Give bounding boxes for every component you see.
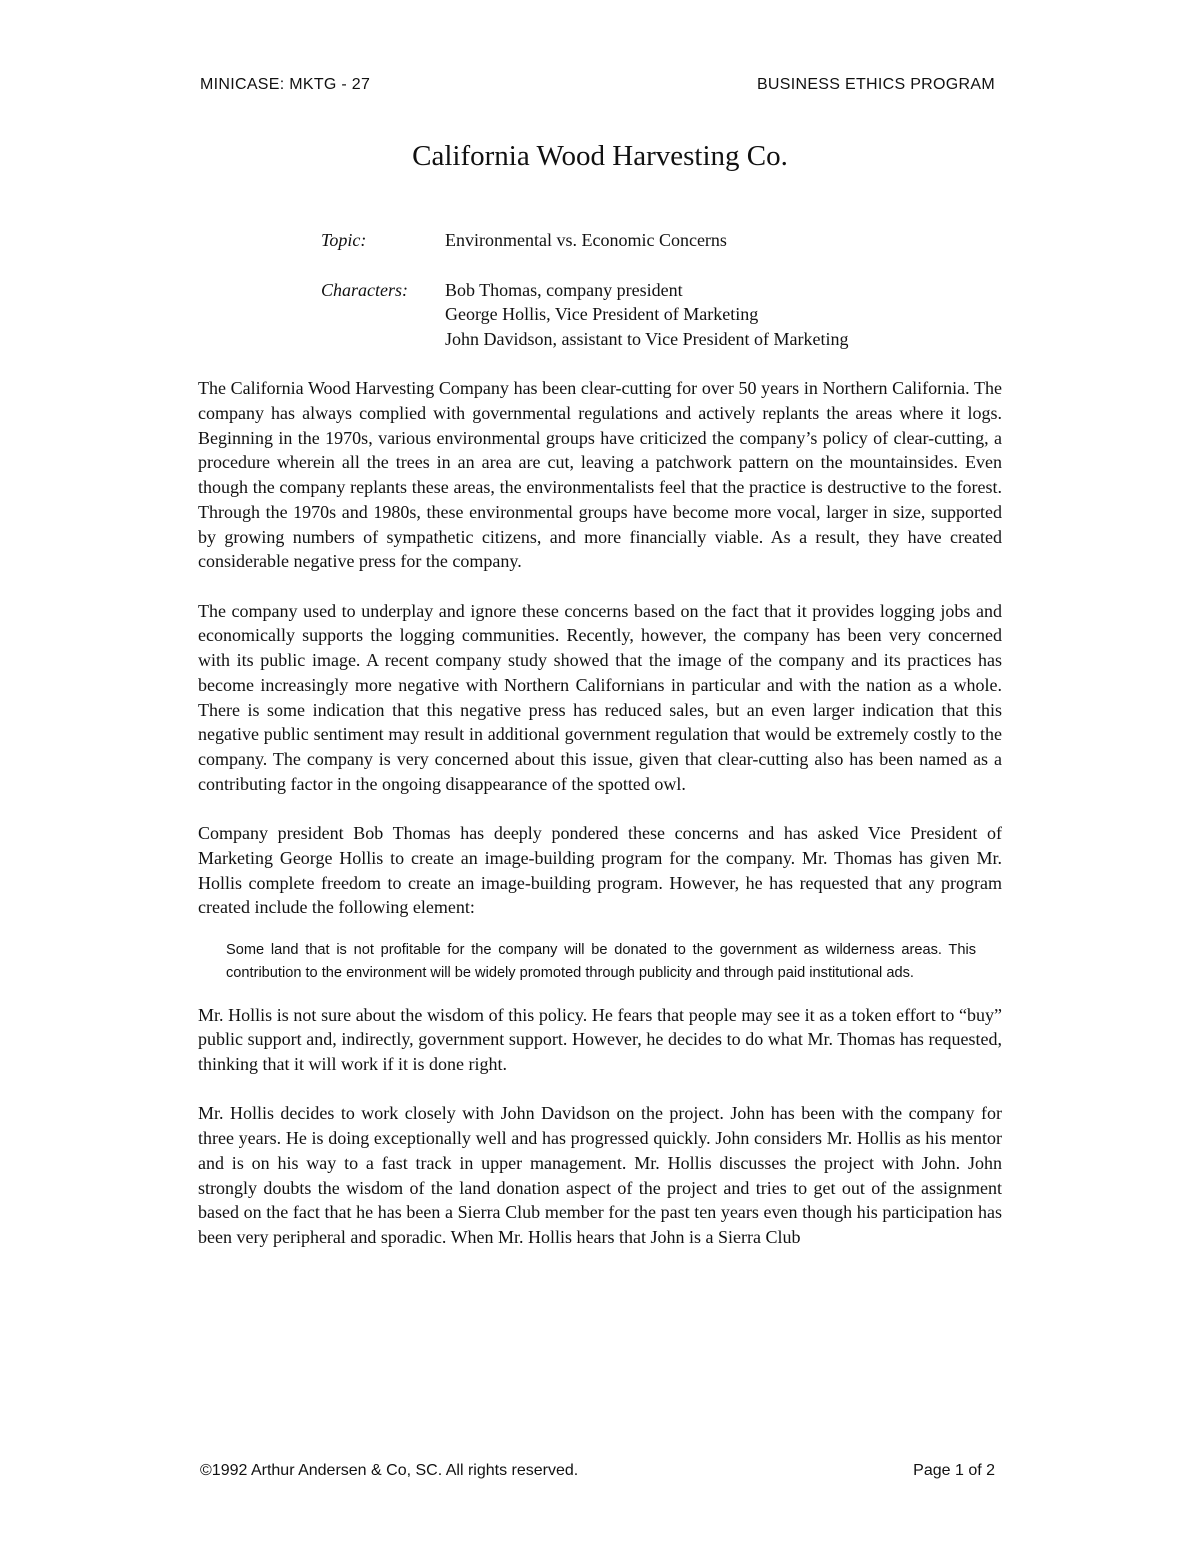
page-header: [200, 76, 995, 94]
document-title: California Wood Harvesting Co.: [412, 140, 788, 172]
character-item: John Davidson, assistant to Vice President of Marketing: [445, 328, 849, 349]
paragraph-background: The California Wood Harvesting Company has been clear-cutting for over 50 years in Northern California. The company has always complied with governmental regulations and actively replants the areas where it logs. Beginning in the 1970s, various environmental groups have criticized the company’s policy of clear-cutting, a procedure wherein all the trees in an area are cut, leaving a patchwork pattern on the mountainsides. Even though the company replants these areas, the environmentalists feel that the practice is destructive to the forest. Through the 1970s and 1980s, these environmental groups have become more vocal, larger in size, supported by growing numbers of sympathetic citizens, and more financially viable. As a result, they have created considerable negative press for the company.: [198, 378, 1002, 572]
paragraph-hollis-doubts: Mr. Hollis is not sure about the wisdom of this policy. He fears that people may see it as a token effort to “buy” public support and, indirectly, government support. However, he decides to do what Mr. Thomas has requested, thinking that it will work if it is done right.: [198, 1004, 1002, 1074]
page-number: Page 1 of 2: [913, 1462, 995, 1479]
topic-row: [321, 228, 849, 253]
case-body: [198, 376, 1002, 1274]
quoted-program-element: Some land that is not profitable for the company will be donated to the government as wilderness areas. This contribution to the environment will be widely promoted through publicity and through paid institutional ads.: [226, 941, 976, 981]
header-program-label: BUSINESS ETHICS PROGRAM: [756, 76, 995, 93]
topic-label: Topic:: [321, 230, 367, 250]
paragraph-public-image: The company used to underplay and ignore these concerns based on the fact that it provides logging jobs and economically supports the logging communities. Recently, however, the company has been very concerned with its public image. A recent company study showed that the image of the company and its practices has become increasingly more negative with Northern Californians in particular and with the nation as a whole. There is some indication that this negative press has reduced sales, but an even larger indication that this negative public sentiment may result in additional government regulation that would be extremely costly to the company. The company is very concerned about this issue, given that clear-cutting also has been named as a contributing factor in the ongoing disappearance of the spotted owl.: [198, 600, 1002, 794]
characters-label: Characters:: [321, 279, 408, 300]
case-meta: [321, 228, 849, 351]
header-minicase-label: MINICASE: MKTG - 27: [200, 76, 371, 93]
paragraph-president-request: Company president Bob Thomas has deeply pondered these concerns and has asked Vice President of Marketing George Hollis to create an image-building program for the company. Mr. Thomas has given Mr. Hollis complete freedom to create an image-building program. However, he has requested that any program created include the following element:: [198, 823, 1002, 918]
topic-value-block: [445, 228, 727, 253]
copyright-notice: ©1992 Arthur Andersen & Co, SC. All rights reserved.: [200, 1462, 579, 1479]
characters-list: [445, 278, 849, 352]
topic-value: Environmental vs. Economic Concerns: [445, 230, 727, 250]
character-item: Bob Thomas, company president: [445, 279, 683, 300]
paragraph-john-davidson: Mr. Hollis decides to work closely with John Davidson on the project. John has been with the company for three years. He is doing exceptionally well and has progressed quickly. John considers Mr. Hollis as his mentor and is on his way to a fast track in upper management. Mr. Hollis discusses the project with John. John strongly doubts the wisdom of the land donation aspect of the project and tries to get out of the assignment based on the fact that he has been a Sierra Club member for the past ten years even though his participation has been very peripheral and sporadic. When Mr. Hollis hears that John is a Sierra Club: [198, 1103, 1002, 1247]
character-item: George Hollis, Vice President of Marketing: [445, 304, 759, 324]
page-footer: [200, 1462, 995, 1480]
characters-row: [321, 278, 849, 352]
